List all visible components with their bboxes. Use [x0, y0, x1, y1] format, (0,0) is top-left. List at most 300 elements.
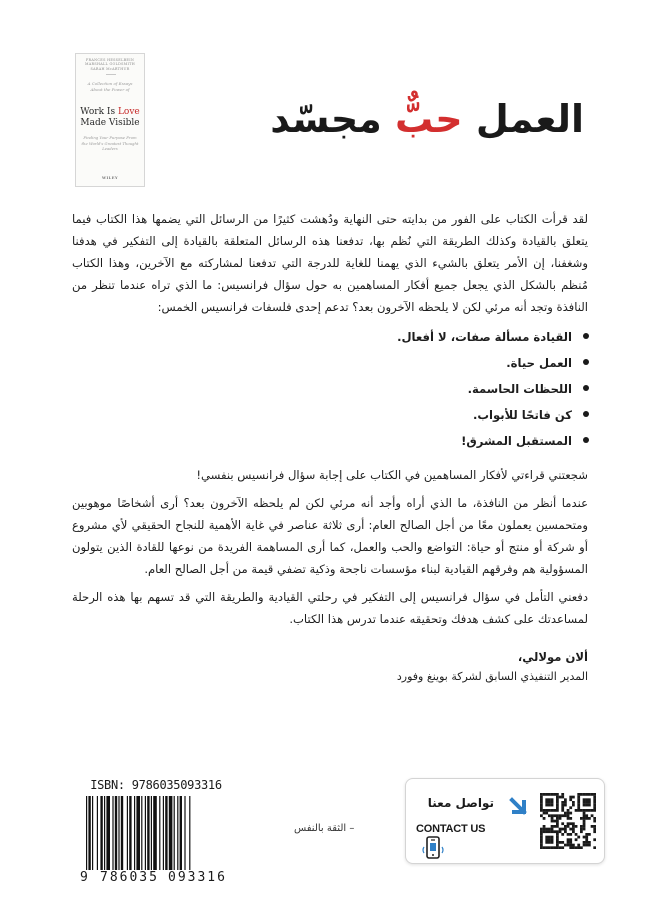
qr-module: [583, 817, 586, 820]
qr-module: [559, 841, 562, 844]
qr-module: [559, 828, 562, 831]
qr-module: [583, 836, 586, 839]
barcode-digit-first: 9: [80, 870, 88, 885]
qr-module: [545, 838, 548, 841]
qr-module: [556, 825, 559, 828]
qr-module: [545, 809, 548, 812]
qr-module: [548, 830, 551, 833]
qr-module: [543, 828, 546, 831]
qr-module: [577, 798, 580, 801]
qr-module: [556, 817, 559, 820]
qr-module: [564, 828, 567, 831]
cover-tagline: Finding Your Purpose From the World's Greatest Thought Leaders: [81, 135, 139, 152]
barcode-digits-left: 786035: [100, 870, 159, 885]
qr-module: [580, 793, 583, 796]
qr-module: [567, 838, 570, 841]
qr-module: [561, 846, 564, 849]
qr-module: [553, 814, 556, 817]
bullet-icon: [583, 385, 589, 391]
qr-module: [564, 798, 567, 801]
qr-module: [540, 833, 543, 836]
qr-module: [561, 828, 564, 831]
category-label: – الثقة بالنفس: [294, 823, 355, 834]
qr-module: [575, 838, 578, 841]
qr-module: [567, 825, 570, 828]
paragraph-4: دفعني التأمل في سؤال فرانسيس إلى التفكير في رحلتي القيادية والطريقة التي قد تسهم بها هذه الرحلة لمساعدتك على كشف هدفك وتحقيقه عندما تدرس هذا الكتاب.: [72, 590, 588, 626]
cover-authors: FRANCES HESSELBEIN MARSHALL GOLDSMITH SARAH McARTHUR: [85, 58, 135, 71]
qr-module: [593, 820, 596, 823]
book-cover-thumbnail: [75, 53, 145, 187]
qr-module: [553, 820, 556, 823]
qr-module: [540, 838, 543, 841]
qr-module: [545, 812, 548, 815]
qr-module: [569, 846, 572, 849]
list-item-text: كن فاتحًا للأبواب.: [472, 408, 572, 422]
qr-module: [564, 830, 567, 833]
qr-module: [572, 828, 575, 831]
qr-module: [545, 830, 548, 833]
qr-module: [548, 809, 551, 812]
qr-module: [559, 814, 562, 817]
barcode-bar: [92, 796, 93, 870]
qr-module: [551, 836, 554, 839]
qr-module: [551, 846, 554, 849]
qr-module: [572, 801, 575, 804]
list-item-text: المستقبل المشرق!: [461, 434, 572, 448]
signer-name: ألان مولالي،: [517, 650, 588, 664]
barcode-bar: [169, 796, 173, 870]
qr-module: [569, 817, 572, 820]
qr-module: [580, 825, 583, 828]
qr-module: [545, 841, 548, 844]
barcode-bar: [121, 796, 123, 870]
qr-module: [583, 814, 586, 817]
qr-module: [588, 801, 591, 804]
list-item: [72, 324, 572, 350]
book-title-part2: حبٌّ: [395, 97, 463, 141]
qr-module: [593, 793, 596, 796]
qr-module: [572, 822, 575, 825]
qr-module: [545, 836, 548, 839]
qr-module: [556, 844, 559, 847]
qr-module: [540, 793, 543, 796]
isbn-label: ISBN: 9786035093316: [90, 778, 222, 792]
qr-module: [559, 796, 562, 799]
qr-module: [585, 809, 588, 812]
qr-module: [593, 838, 596, 841]
qr-module: [585, 841, 588, 844]
barcode-bar: [141, 796, 142, 870]
qr-module: [559, 817, 562, 820]
qr-module: [593, 804, 596, 807]
qr-module: [583, 841, 586, 844]
qr-module: [556, 814, 559, 817]
list-item: [72, 350, 572, 376]
qr-module: [569, 812, 572, 815]
qr-module: [567, 841, 570, 844]
qr-module: [548, 846, 551, 849]
barcode-bar: [147, 796, 149, 870]
qr-module: [593, 798, 596, 801]
qr-module: [556, 806, 559, 809]
qr-module: [559, 846, 562, 849]
contact-card[interactable]: [405, 778, 605, 864]
qr-module: [543, 793, 546, 796]
barcode-bar: [153, 796, 157, 870]
qr-module: [572, 830, 575, 833]
qr-module: [543, 846, 546, 849]
qr-module: [548, 838, 551, 841]
qr-module: [585, 814, 588, 817]
qr-module: [540, 806, 543, 809]
qr-module: [585, 801, 588, 804]
qr-module: [572, 844, 575, 847]
qr-module: [559, 830, 562, 833]
qr-module: [564, 804, 567, 807]
qr-module: [548, 804, 551, 807]
qr-module: [572, 804, 575, 807]
qr-module: [551, 809, 554, 812]
qr-module: [567, 812, 570, 815]
qr-module: [545, 846, 548, 849]
qr-module: [567, 814, 570, 817]
cover-subtitle: A Collection of Essays About the Power of: [87, 81, 133, 92]
qr-module: [561, 822, 564, 825]
qr-module: [569, 844, 572, 847]
barcode-bar: [174, 796, 175, 870]
qr-module: [577, 801, 580, 804]
qr-module: [575, 846, 578, 849]
qr-module: [567, 833, 570, 836]
qr-module: [577, 836, 580, 839]
qr-module: [585, 844, 588, 847]
qr-module: [540, 836, 543, 839]
cover-title-part3: Made Visible: [80, 117, 140, 128]
qr-module: [543, 809, 546, 812]
qr-module: [580, 830, 583, 833]
qr-module: [580, 817, 583, 820]
qr-module: [575, 825, 578, 828]
qr-module: [556, 841, 559, 844]
qr-module: [585, 817, 588, 820]
signer-role: المدير التنفيذي السابق لشركة بوينغ وفورد: [396, 670, 588, 683]
qr-module: [540, 814, 543, 817]
qr-module: [556, 804, 559, 807]
qr-module: [583, 812, 586, 815]
barcode-bar: [159, 796, 160, 870]
list-item: [72, 428, 572, 454]
qr-module: [583, 844, 586, 847]
qr-module: [572, 846, 575, 849]
qr-module: [551, 841, 554, 844]
qr-module: [548, 798, 551, 801]
qr-module: [583, 825, 586, 828]
contact-label-ar: تواصل معنا: [427, 796, 494, 810]
qr-module: [572, 825, 575, 828]
qr-module: [556, 820, 559, 823]
qr-module: [569, 822, 572, 825]
barcode-bar: [97, 796, 98, 870]
qr-module: [583, 822, 586, 825]
qr-module: [564, 825, 567, 828]
qr-module: [583, 828, 586, 831]
qr-module: [548, 836, 551, 839]
qr-module: [540, 841, 543, 844]
qr-module: [551, 828, 554, 831]
barcode-bar: [106, 796, 110, 870]
qr-module: [551, 798, 554, 801]
qr-module: [588, 833, 591, 836]
qr-module: [556, 838, 559, 841]
qr-module: [567, 844, 570, 847]
list-item-text: اللحظات الحاسمة.: [467, 382, 572, 396]
cover-title-part1: Work Is: [80, 107, 118, 117]
bullet-icon: [583, 333, 589, 339]
qr-module: [593, 830, 596, 833]
qr-module: [585, 793, 588, 796]
qr-module: [551, 825, 554, 828]
qr-module: [561, 806, 564, 809]
barcode-bar: [127, 796, 128, 870]
qr-module: [569, 796, 572, 799]
qr-module: [556, 793, 559, 796]
qr-module: [543, 817, 546, 820]
qr-module: [572, 796, 575, 799]
bullet-icon: [583, 359, 589, 365]
barcode-icon: [86, 796, 226, 870]
qr-module: [543, 812, 546, 815]
qr-module: [540, 801, 543, 804]
qr-module: [580, 846, 583, 849]
qr-module: [591, 809, 594, 812]
qr-module: [569, 841, 572, 844]
barcode-bar: [134, 796, 135, 870]
back-cover-text: [72, 208, 588, 686]
qr-module: [585, 838, 588, 841]
qr-module: [593, 806, 596, 809]
qr-module: [575, 833, 578, 836]
qr-module: [561, 793, 564, 796]
qr-module: [567, 809, 570, 812]
qr-module: [548, 801, 551, 804]
qr-module: [545, 804, 548, 807]
cover-title-love: Love: [117, 107, 140, 117]
book-title-part1: العمل: [462, 97, 584, 141]
qr-module: [551, 793, 554, 796]
qr-module: [583, 820, 586, 823]
book-title-part3: مجسّد: [270, 97, 395, 141]
qr-module: [551, 817, 554, 820]
barcode-bar: [104, 796, 105, 870]
qr-module: [543, 830, 546, 833]
qr-module: [548, 841, 551, 844]
qr-module: [540, 846, 543, 849]
qr-module: [577, 804, 580, 807]
qr-module: [583, 793, 586, 796]
barcode-bar: [145, 796, 146, 870]
barcode-bar: [180, 796, 182, 870]
barcode-bar: [151, 796, 152, 870]
cover-divider: [106, 74, 116, 75]
qr-module: [569, 838, 572, 841]
barcode-bar: [118, 796, 119, 870]
qr-module: [583, 798, 586, 801]
qr-module: [551, 830, 554, 833]
qr-module: [577, 793, 580, 796]
qr-module: [561, 833, 564, 836]
qr-module: [585, 836, 588, 839]
paragraph-2: شجعتني قراءتي لأفكار المساهمين في الكتاب على إجابة سؤال فرانسيس بنفسي!: [196, 468, 588, 482]
qr-module: [556, 796, 559, 799]
philosophies-list: [72, 324, 588, 454]
qr-module: [583, 809, 586, 812]
qr-module: [577, 796, 580, 799]
barcode-bar: [88, 796, 90, 870]
list-item-text: القيادة مسألة صفات، لا أفعال.: [397, 330, 572, 344]
cover-publisher: WILEY: [101, 176, 119, 180]
list-item: [72, 376, 572, 402]
qr-module: [551, 820, 554, 823]
qr-module: [564, 801, 567, 804]
qr-module: [588, 809, 591, 812]
qr-module: [551, 804, 554, 807]
qr-module: [588, 817, 591, 820]
qr-module: [540, 828, 543, 831]
qr-module: [564, 814, 567, 817]
qr-module: [569, 828, 572, 831]
intro-paragraph: لقد قرأت الكتاب على الفور من بدايته حتى النهاية ودُهشت كثيرًا من الرسائل التي يضمها هذا الكتاب فيما يتعلق بالقيادة وكذلك الطريقة التي نُظم بها، تدفعنا هذه الرسائل المتعلقة بالقيادة إلى التفكير في هدفنا وشغفنا، إن الأمر يتعلق بالشيء الذي يهمنا للغاية للدرجة التي تدفعنا لمشاركته مع الآخرين، وهذا الكتاب مُنظم بالشكل الذي يجعل جميع أفكار المساهمين به حول سؤال فرانسيس: ما الذي تراه عندما تنظر من النافذة وتجد أنه مرئي لكن لا يلحظه الآخرون بعد؟ تدعم إحدى فلسفات فرانسيس الخمس:: [72, 212, 588, 314]
barcode-bar: [165, 796, 167, 870]
qr-module: [561, 809, 564, 812]
qr-module: [556, 830, 559, 833]
qr-module: [577, 806, 580, 809]
qr-module: [561, 804, 564, 807]
qr-module: [553, 809, 556, 812]
qr-module: [588, 844, 591, 847]
qr-module: [588, 798, 591, 801]
qr-module: [545, 828, 548, 831]
qr-module: [585, 833, 588, 836]
qr-module: [593, 846, 596, 849]
qr-module: [564, 844, 567, 847]
bullet-icon: [583, 411, 589, 417]
qr-module: [561, 841, 564, 844]
qr-module: [588, 804, 591, 807]
barcode-bar: [86, 796, 87, 870]
barcode-bar: [112, 796, 113, 870]
qr-module: [569, 798, 572, 801]
barcode-bar: [129, 796, 131, 870]
qr-module: [540, 844, 543, 847]
phone-icon: [422, 835, 444, 861]
cover-title: [78, 107, 142, 128]
qr-module: [593, 817, 596, 820]
qr-module: [553, 793, 556, 796]
qr-module: [553, 846, 556, 849]
qr-module: [543, 825, 546, 828]
qr-module: [593, 796, 596, 799]
qr-module: [593, 801, 596, 804]
qr-module: [583, 801, 586, 804]
qr-module: [569, 833, 572, 836]
paragraph-3: عندما أنظر من النافذة، ما الذي أراه وأجد أنه مرئي لكن لم يلحظه الآخرون بعد؟ أرى أشخاصًا موهوبين ومتحمسين يعملون معًا من أجل الصالح العام: أرى ثلاثة عناصر في غاية الأهمية للنجاح الحقيقي لأي مشروع أو شركة أو منتج أو حياة: التواضع والحب والعمل، كما أرى المساهمة الفريدة من نوعها للقادة الذين يتولون المسؤولية هم وفرقهم القيادية لبناء مؤسسات ناجحة وذكية تضفي قيمة من أجل الصالح العام.: [72, 496, 588, 576]
qr-module: [545, 801, 548, 804]
qr-module: [561, 801, 564, 804]
barcode-bar: [177, 796, 178, 870]
qr-module: [556, 801, 559, 804]
qr-module: [540, 809, 543, 812]
qr-module: [556, 798, 559, 801]
qr-module: [580, 828, 583, 831]
qr-module: [585, 798, 588, 801]
barcode-bar: [184, 796, 185, 870]
qr-module: [545, 798, 548, 801]
qr-module: [561, 796, 564, 799]
qr-module: [583, 804, 586, 807]
contact-label-en: CONTACT US: [416, 823, 486, 835]
qr-module: [567, 822, 570, 825]
book-title: [270, 96, 584, 142]
qr-module: [567, 817, 570, 820]
qr-module: [556, 822, 559, 825]
qr-module: [551, 801, 554, 804]
qr-module: [593, 809, 596, 812]
qr-module: [591, 814, 594, 817]
qr-module: [540, 804, 543, 807]
qr-module: [556, 836, 559, 839]
qr-module: [577, 844, 580, 847]
qr-module: [593, 828, 596, 831]
qr-module: [564, 812, 567, 815]
qr-module: [540, 796, 543, 799]
barcode-bar: [100, 796, 102, 870]
qr-module: [561, 814, 564, 817]
qr-module: [593, 825, 596, 828]
bullet-icon: [583, 437, 589, 443]
qr-module: [591, 825, 594, 828]
arrow-down-right-icon: [509, 797, 529, 817]
qr-code-icon[interactable]: [540, 793, 596, 849]
qr-module: [553, 825, 556, 828]
barcode-bar: [115, 796, 117, 870]
barcode-bar: [163, 796, 164, 870]
barcode-bar: [136, 796, 140, 870]
qr-module: [545, 793, 548, 796]
qr-module: [577, 809, 580, 812]
qr-module: [551, 838, 554, 841]
qr-module: [556, 833, 559, 836]
qr-module: [556, 846, 559, 849]
barcode-digits-right: 093316: [168, 870, 227, 885]
qr-module: [551, 814, 554, 817]
qr-module: [548, 793, 551, 796]
qr-module: [553, 830, 556, 833]
qr-module: [569, 806, 572, 809]
qr-module: [588, 793, 591, 796]
qr-module: [540, 830, 543, 833]
list-item-text: العمل حياة.: [506, 356, 572, 370]
qr-module: [548, 814, 551, 817]
qr-module: [580, 809, 583, 812]
qr-module: [585, 804, 588, 807]
qr-module: [540, 798, 543, 801]
qr-module: [556, 809, 559, 812]
list-item: [72, 402, 572, 428]
barcode-bar: [189, 796, 190, 870]
qr-module: [548, 828, 551, 831]
qr-module: [577, 846, 580, 849]
isbn-barcode: [80, 778, 232, 888]
